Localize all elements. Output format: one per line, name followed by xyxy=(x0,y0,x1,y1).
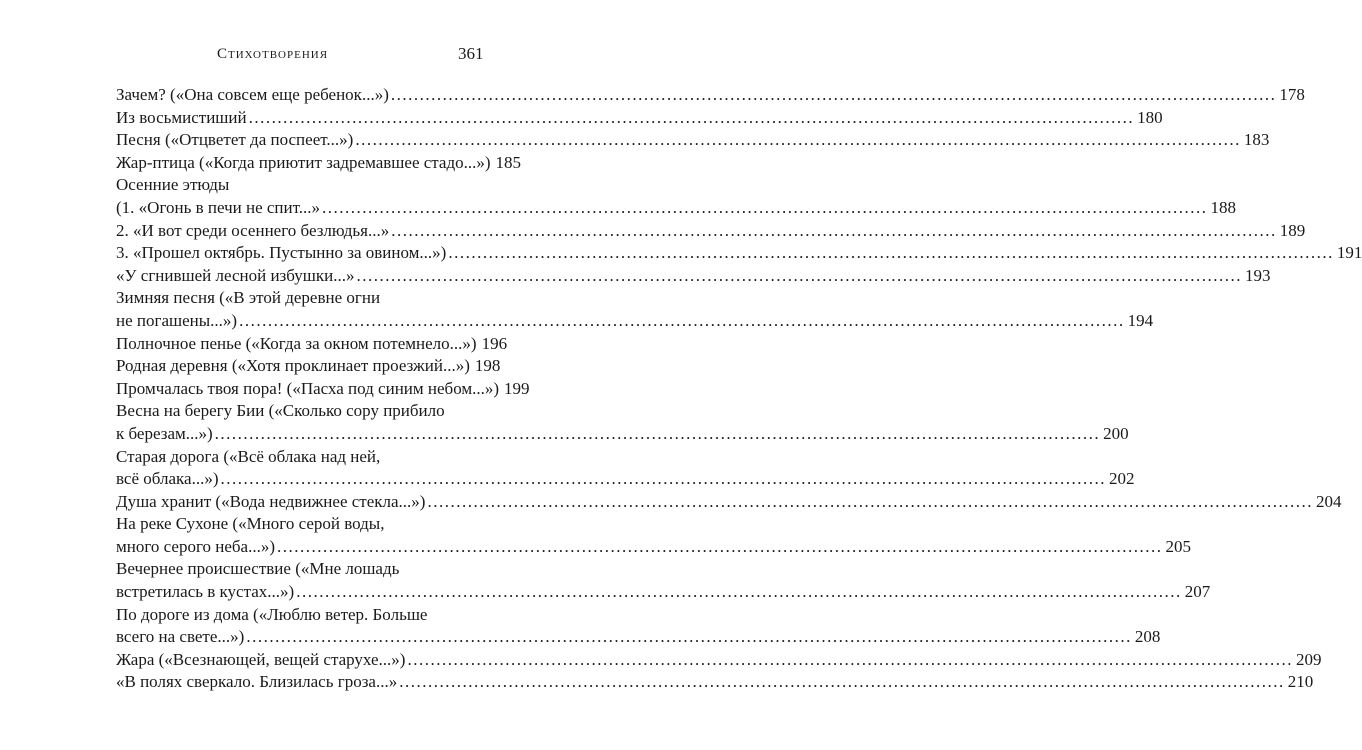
dot-leader xyxy=(277,536,1163,559)
page-number: 361 xyxy=(458,44,484,63)
toc-entry xyxy=(116,174,491,197)
toc-entry-title: Жара («Всезнающей, вещей старухе...») xyxy=(116,649,406,669)
toc-entry-page: 199 xyxy=(504,378,530,398)
toc-entry-page: 208 xyxy=(1134,627,1161,647)
table-of-contents xyxy=(116,84,1362,694)
toc-entry-title: Вечернее происшествие («Мне лошадь xyxy=(116,559,400,579)
toc-entry xyxy=(116,446,491,469)
dot-leader xyxy=(391,84,1277,107)
toc-entry-title: много серого неба...») xyxy=(116,536,276,556)
toc-entry xyxy=(116,355,501,378)
toc-entry xyxy=(116,107,1163,130)
toc-entry-title: Полночное пенье («Когда за окном потемнело...») xyxy=(116,333,477,353)
running-header-title: Стихотворения xyxy=(217,46,329,62)
toc-entry-title: Осенние этюды xyxy=(116,175,230,195)
toc-entry xyxy=(116,581,1211,604)
toc-entry xyxy=(116,129,1270,152)
toc-entry xyxy=(116,378,530,401)
dot-leader xyxy=(322,197,1208,220)
toc-entry-title: Старая дорога («Всё облака над ней, xyxy=(116,446,381,466)
toc-entry-title: (1. «Огонь в печи не спит...» xyxy=(116,197,321,217)
toc-entry-page: 194 xyxy=(1127,310,1154,330)
toc-entry xyxy=(116,626,1161,649)
toc-entry-title: На реке Сухоне («Много серой воды, xyxy=(116,514,385,534)
toc-entry-title: Зимняя песня («В этой деревне огни xyxy=(116,288,381,308)
toc-entry xyxy=(116,513,491,536)
toc-entry-page: 185 xyxy=(495,152,522,172)
toc-entry-page: 196 xyxy=(481,333,508,353)
dot-leader xyxy=(246,626,1132,649)
toc-entry-page: 198 xyxy=(474,356,501,376)
dot-leader xyxy=(355,129,1241,152)
toc-entry-title: По дороге из дома («Люблю ветер. Больше xyxy=(116,604,428,624)
toc-entry xyxy=(116,671,1314,694)
toc-entry-page: 205 xyxy=(1165,536,1192,556)
dot-leader xyxy=(407,649,1293,672)
dot-leader xyxy=(239,310,1125,333)
dot-leader xyxy=(399,671,1285,694)
dot-leader xyxy=(448,242,1334,265)
toc-entry xyxy=(116,604,491,627)
toc-entry xyxy=(116,468,1135,491)
dot-leader xyxy=(215,423,1101,446)
toc-entry-title: Промчалась твоя пора! («Пасха под синим небом...») xyxy=(116,378,500,398)
toc-entry xyxy=(116,197,1237,220)
toc-entry-title: к березам...») xyxy=(116,423,213,443)
toc-entry-page: 207 xyxy=(1184,582,1211,602)
toc-entry xyxy=(116,536,1192,559)
dot-leader xyxy=(296,581,1182,604)
toc-entry xyxy=(116,491,1342,514)
dot-leader xyxy=(249,107,1135,130)
dot-leader xyxy=(391,220,1277,243)
dot-leader xyxy=(427,491,1313,514)
dot-leader xyxy=(356,265,1242,288)
toc-entry-title: всего на свете...») xyxy=(116,627,245,647)
toc-entry-page: 191 xyxy=(1336,243,1362,263)
toc-entry-page: 183 xyxy=(1243,130,1270,150)
toc-entry-title: Зачем? («Она совсем еще ребенок...») xyxy=(116,85,389,104)
toc-entry xyxy=(116,220,1306,243)
dot-leader xyxy=(220,468,1106,491)
toc-entry-title: Из восьмистиший xyxy=(116,107,247,127)
toc-entry-title: Родная деревня («Хотя проклинает проезжий...») xyxy=(116,356,470,376)
toc-entry-title: встретилась в кустах...») xyxy=(116,582,295,602)
toc-entry xyxy=(116,558,491,581)
toc-entry-page: 189 xyxy=(1279,220,1306,240)
toc-entry xyxy=(116,84,1305,107)
toc-entry xyxy=(116,265,1271,288)
toc-entry xyxy=(116,649,1322,672)
toc-entry xyxy=(116,152,522,175)
toc-entry-page: 178 xyxy=(1279,85,1305,104)
toc-entry-title: всё облака...») xyxy=(116,469,219,489)
toc-entry-page: 210 xyxy=(1287,672,1314,692)
toc-entry xyxy=(116,400,491,423)
toc-entry-title: 2. «И вот среди осеннего безлюдья...» xyxy=(116,220,390,240)
toc-entry-title: «У сгнившей лесной избушки...» xyxy=(116,265,355,285)
toc-entry-title: «В полях сверкало. Близилась гроза...» xyxy=(116,672,398,692)
toc-entry-page: 202 xyxy=(1108,469,1135,489)
toc-entry xyxy=(116,333,508,356)
toc-entry-page: 209 xyxy=(1295,649,1322,669)
toc-entry xyxy=(116,310,1154,333)
toc-entry-page: 193 xyxy=(1244,265,1271,285)
toc-entry-page: 188 xyxy=(1210,197,1237,217)
toc-entry-title: Песня («Отцветет да поспеет...») xyxy=(116,130,354,150)
toc-entry xyxy=(116,287,491,310)
toc-entry-title: не погашены...») xyxy=(116,310,238,330)
toc-entry-page: 180 xyxy=(1137,107,1163,127)
toc-entry xyxy=(116,242,1362,265)
toc-entry-page: 204 xyxy=(1315,491,1342,511)
toc-entry-page: 200 xyxy=(1103,423,1129,443)
toc-entry-title: Жар-птица («Когда приютит задремавшее стадо...») xyxy=(116,152,491,172)
toc-entry xyxy=(116,423,1129,446)
toc-entry-title: 3. «Прошел октябрь. Пустынно за овином...») xyxy=(116,243,447,263)
toc-entry-title: Весна на берегу Бии («Сколько сору прибило xyxy=(116,401,445,421)
toc-entry-title: Душа хранит («Вода недвижнее стекла...») xyxy=(116,491,426,511)
